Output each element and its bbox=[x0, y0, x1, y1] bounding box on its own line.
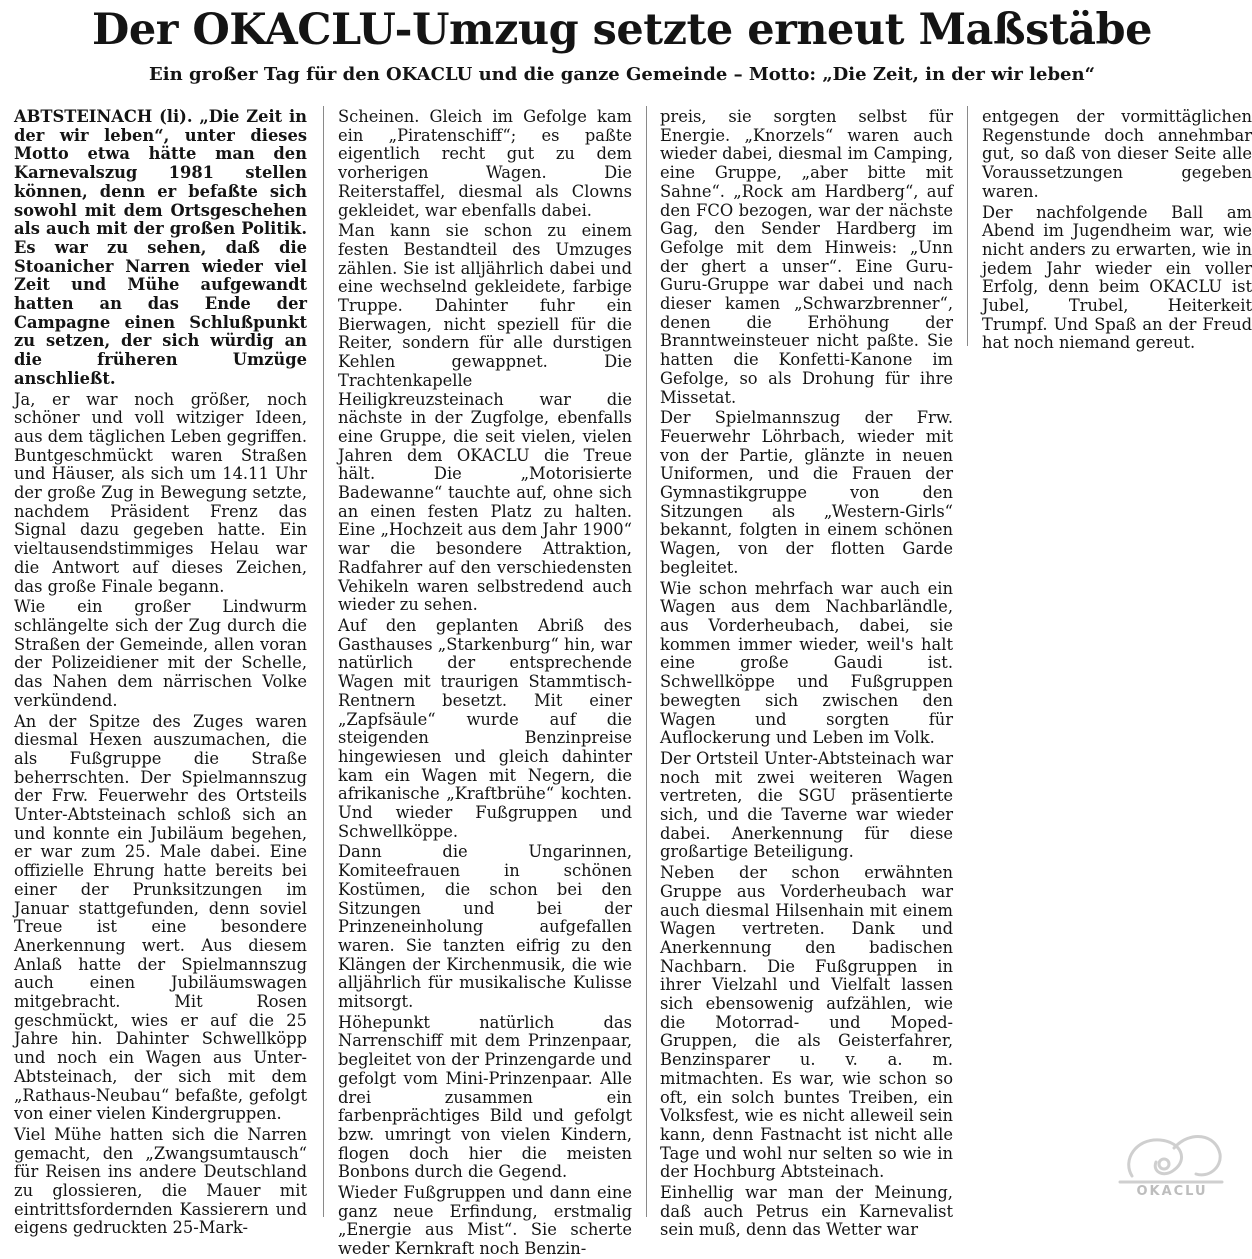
article-column-4 bbox=[982, 107, 1252, 353]
headline: Der OKACLU-Umzug setzte erneut Maßstäbe bbox=[92, 5, 1152, 55]
paragraph: Wieder Fußgruppen und dann eine ganz neue Erfindung, erstmalig „Energie aus Mist“. Sie scherte weder Kernkraft noch Benzin- bbox=[338, 1183, 632, 1259]
paragraph: Wie ein großer Lindwurm schlängelte sich der Zug durch die Straßen der Gemeinde, allen voran der Polizeidiener mit der Schelle, das Nahen dem närrischen Volke verkündend. bbox=[14, 597, 307, 710]
paragraph: Auf den geplanten Abriß des Gasthauses „Starkenburg“ hin, war natürlich der entsprechende Wagen mit traurigen Stammtisch-Rentnern besetzt. Mit einer „Zapfsäule“ wurde auf die steigenden Benzinpreise hingewiesen und gleich dahinter kam ein Wagen mit Negern, die afrikanische „Kraftbrühe“ kochten. Und wieder Fußgruppen und Schwellköppe. bbox=[338, 615, 632, 841]
paragraph: Wie schon mehrfach war auch ein Wagen aus dem Nachbarländle, aus Vorderheubach, dabei, sie kommen immer wieder, weil's halt eine große Gaudi ist. Schwellköppe und Fußgruppen bewegten sich zwischen den Wagen und sorgten für Auflockerung und Leben im Volk. bbox=[660, 578, 953, 748]
logo-text: OKACLU bbox=[1136, 1184, 1208, 1199]
paragraph: Scheinen. Gleich im Gefolge kam ein „Piratenschiff“; es paßte eigentlich recht gut zu dem vorherigen Wagen. Die Reiterstaffel, diesmal als Clowns gekleidet, war ebenfalls dabei. bbox=[338, 107, 632, 220]
paragraph: Viel Mühe hatten sich die Narren gemacht, den „Zwangsumtausch“ für Reisen ins andere Deutschland zu glossieren, die Mauer mit eintrittsfordernden Kassierern und eigens gedruckten 25-Mark- bbox=[14, 1124, 307, 1238]
subheadline: Ein großer Tag für den OKACLU und die ganze Gemeinde – Motto: „Die Zeit, in der wir leben“ bbox=[149, 64, 1095, 85]
article-column-2 bbox=[338, 107, 632, 1259]
article-column-3 bbox=[660, 107, 953, 1240]
paragraph: Neben der schon erwähnten Gruppe aus Vorderheubach war auch diesmal Hilsenhain mit einem Wagen vertreten. Dank und Anerkennung den badischen Nachbarn. Die Fußgruppen in ihrer Vielzahl und Vielfalt lassen sich ebensowenig aufzählen, wie die Motorrad- und Moped-Gruppen, die als Geisterfahrer, Benzinsparer u. v. a. m. mitmachten. Es war, wie schon so oft, ein solch buntes Treiben, ein Volksfest, wie es nicht alleweil sein kann, denn Fastnacht ist nicht alle Tage und wohl nur selten so wie in der Hochburg Abtsteinach. bbox=[660, 863, 953, 1182]
paragraph: Der Spielmannszug der Frw. Feuerwehr Löhrbach, wieder mit von der Partie, glänzte in neuen Uniformen, und die Frauen der Gymnastikgruppe von den Sitzungen als „Western-Girls“ bekannt, folgten in einem schönen Wagen, von der flotten Garde begleitet. bbox=[660, 408, 953, 577]
paragraph: preis, sie sorgten selbst für Energie. „Knorzels“ waren auch wieder dabei, diesmal im Camping, eine Gruppe, „aber bitte mit Sahne“. „Rock am Hardberg“, auf den FCO bezogen, war der nächste Gag, den Sender Hardberg im Gefolge mit dem Hinweis: „Unn der ghert a unser“. Eine Guru-Guru-Gruppe war dabei und nach dieser kamen „Schwarzbrenner“, denen die Erhöhung der Branntweinsteuer nicht paßte. Sie hatten die Konfetti-Kanone im Gefolge, so als Drohung für ihre Missetat. bbox=[660, 107, 953, 407]
paragraph: entgegen der vormittäglichen Regenstunde doch annehmbar gut, so daß von dieser Seite alle Voraussetzungen gegeben waren. bbox=[982, 107, 1252, 201]
paragraph: Man kann sie schon zu einem festen Bestandteil des Umzuges zählen. Sie ist alljährlich dabei und eine wechselnd gekleidete, farbige Truppe. Dahinter fuhr ein Bierwagen, nicht speziell für die Reiter, sondern für alle durstigen Kehlen gewappnet. Die Trachtenkapelle Heiligkreuzsteinach war die nächste in der Zugfolge, ebenfalls eine Gruppe, die seit vielen, vielen Jahren dem OKACLU die Treue hält. Die „Motorisierte Badewanne“ tauchte auf, ohne sich an einen festen Platz zu halten. Eine „Hochzeit aus dem Jahr 1900“ war die besondere Attraktion, Radfahrer auf den verschiedensten Vehikeln waren selbstredend auch wieder zu sehen. bbox=[338, 221, 632, 615]
article-column-1 bbox=[14, 107, 307, 1238]
lead-paragraph: ABTSTEINACH (li). „Die Zeit in der wir leben“, unter dieses Motto etwa hätte man den Karnevalszug 1981 stellen können, denn er befaßte sich sowohl mit dem Ortsgeschehen als auch mit der großen Politik. Es war zu sehen, daß die Stoanicher Narren wieder viel Zeit und Mühe aufgewandt hatten an das Ende der Campagne einen Schlußpunkt zu setzen, der sich würdig an die früheren Umzüge anschließt. bbox=[14, 107, 307, 388]
column-rule bbox=[646, 106, 647, 1217]
paragraph: Der Ortsteil Unter-Abtsteinach war noch mit zwei weiteren Wagen vertreten, die SGU präsentierte sich, und die Taverne war wieder dabei. Anerkennung für diese großartige Beteiligung. bbox=[660, 748, 953, 862]
paragraph: Höhepunkt natürlich das Narrenschiff mit dem Prinzenpaar, begleitet von der Prinzengarde und gefolgt vom Mini-Prinzenpaar. Alle drei zusammen ein farbenprächtiges Bild und gefolgt bzw. umringt von vielen Kindern, flogen doch hier die meisten Bonbons durch die Gegend. bbox=[338, 1012, 632, 1182]
column-rule bbox=[967, 106, 968, 346]
paragraph: Dann die Ungarinnen, Komiteefrauen in schönen Kostümen, die schon bei den Sitzungen und bei der Prinzeneinholung aufgefallen waren. Sie tanzten eifrig zu den Klängen der Kirchenmusik, die wie alljährlich für musikalische Kulisse mitsorgt. bbox=[338, 842, 632, 1012]
paragraph: Einhellig war man der Meinung, daß auch Petrus ein Karnevalist sein muß, denn das Wetter war bbox=[660, 1183, 953, 1240]
paragraph: An der Spitze des Zuges waren diesmal Hexen auszumachen, die als Fußgruppe die Straße beherrschten. Der Spielmannszug der Frw. Feuerwehr des Ortsteils Unter-Abtsteinach schloß sich an und konnte ein Jubiläum begehen, er war zum 25. Male dabei. Eine offizielle Ehrung hatte bereits bei einer der Prunksitzungen im Januar stattgefunden, denn soviel Treue ist eine besondere Anerkennung wert. Aus diesem Anlaß hatte der Spielmannszug auch einen Jubiläumswagen mitgebracht. Mit Rosen geschmückt, wies er auf die 25 Jahre hin. Dahinter Schwellköpp und noch ein Wagen aus Unter-Abtsteinach, der sich mit dem „Rathaus-Neubau“ befaßte, gefolgt von einer vielen Kindergruppen. bbox=[14, 711, 307, 1124]
paragraph: Der nachfolgende Ball am Abend im Jugendheim war, wie nicht anders zu erwarten, wie in jedem Jahr wieder ein voller Erfolg, denn beim OKACLU ist Jubel, Trubel, Heiterkeit Trumpf. Und Spaß an der Freud hat noch niemand gereut. bbox=[982, 202, 1252, 353]
paragraph: Ja, er war noch größer, noch schöner und voll witziger Ideen, aus dem täglichen Leben gegriffen. Buntgeschmückt waren Straßen und Häuser, als sich um 14.11 Uhr der große Zug in Bewegung setzte, nachdem Präsident Frenz das Signal dazu gegeben hatte. Ein vieltausendstimmiges Helau war die Antwort auf dieses Zeichen, das große Finale begann. bbox=[14, 389, 307, 596]
column-rule bbox=[323, 106, 324, 1217]
